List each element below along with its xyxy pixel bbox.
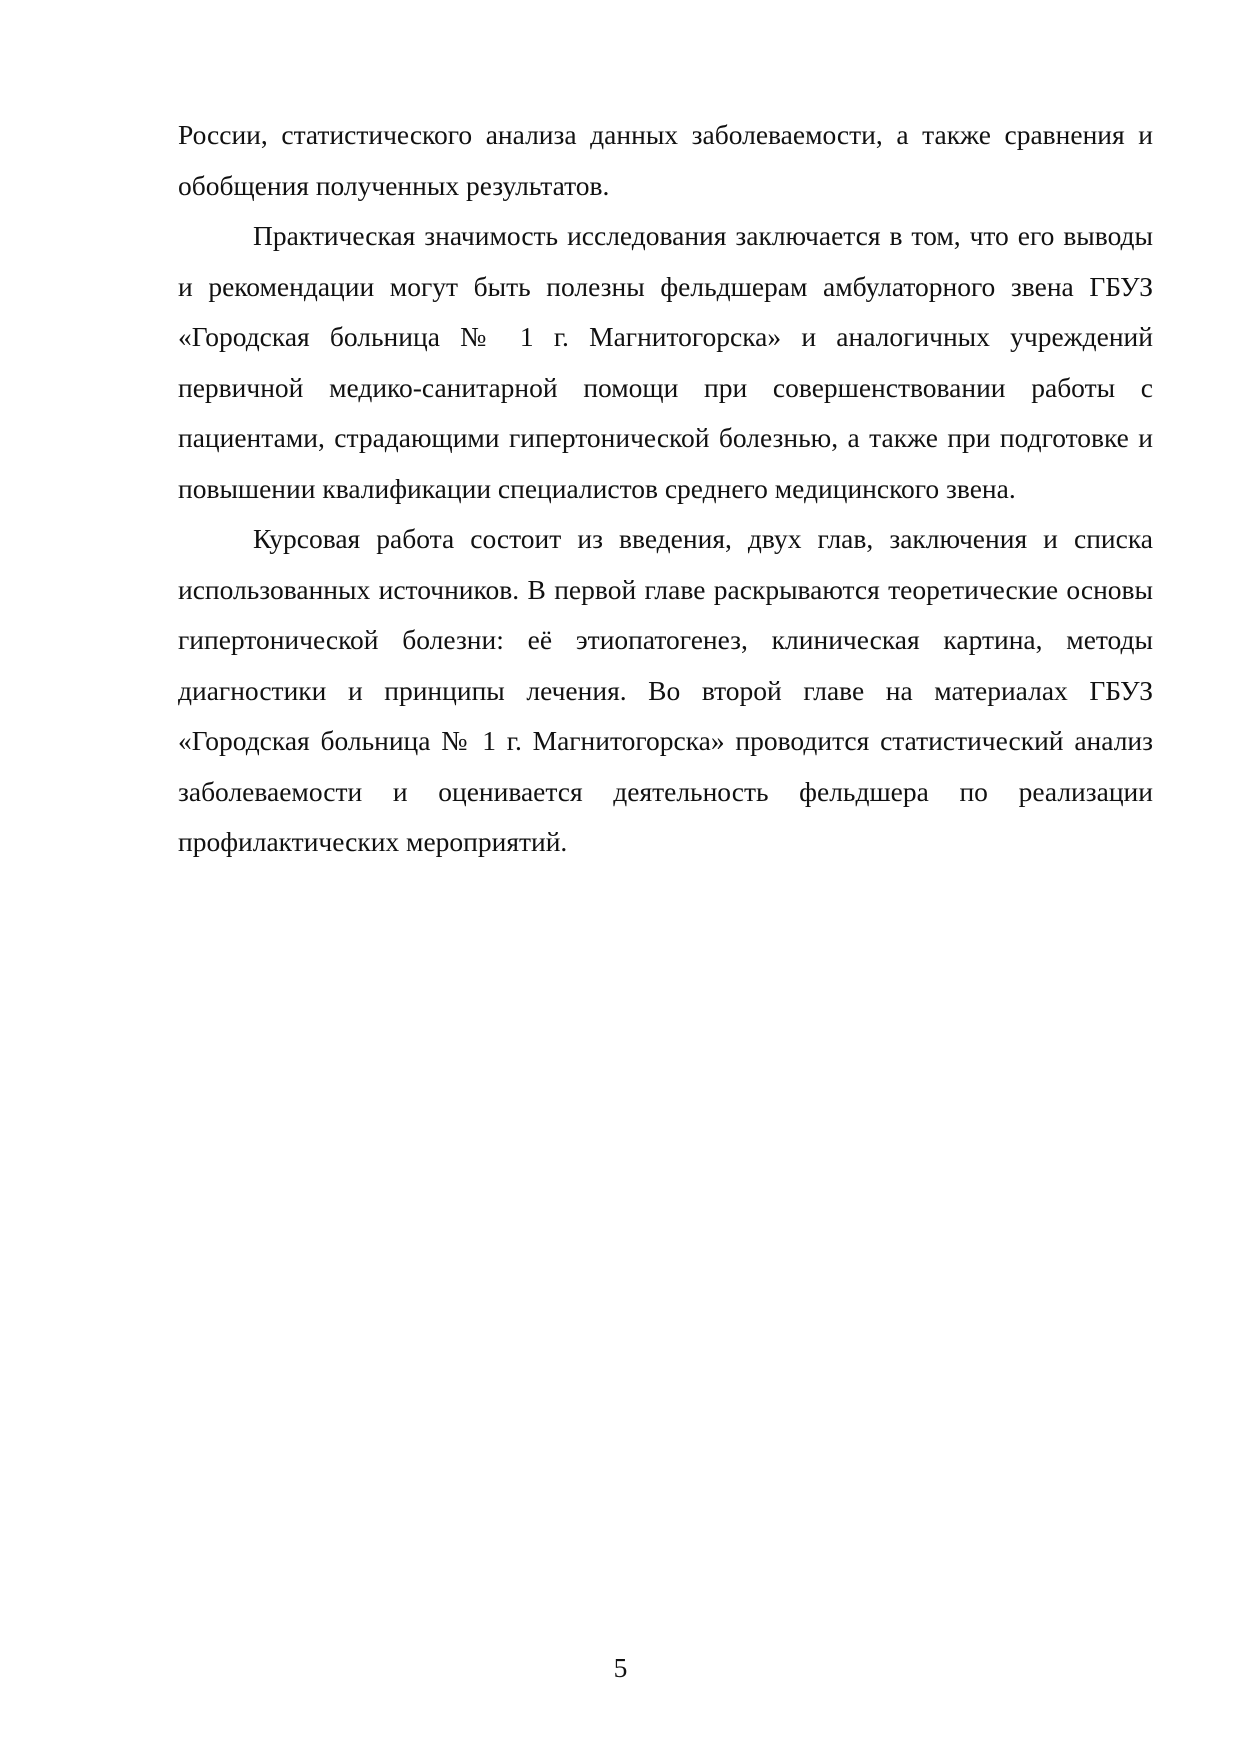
page-number: 5 bbox=[613, 1652, 628, 1683]
paragraph-continuation: России, статистического анализа данных заболеваемости, а также сравнения и обобщения полученных результатов. bbox=[178, 119, 1153, 201]
paragraph-structure: Курсовая работа состоит из введения, двух глав, заключения и списка использованных источников. В первой главе раскрываются теоретические основы гипертонической болезни: её этиопатогенез, клиническая картина, методы диагностики и принципы лечения. Во второй главе на материалах ГБУЗ «Городская больница № 1 г. Магнитогорска» проводится статистический анализ заболеваемости и оценивается деятельность фельдшера по реализации профилактических мероприятий. bbox=[178, 523, 1153, 857]
document-body bbox=[178, 110, 1153, 868]
paragraph-practical-significance: Практическая значимость исследования заключается в том, что его выводы и рекомендации могут быть полезны фельдшерам амбулаторного звена ГБУЗ «Городская больница № 1 г. Магнитогорска» и аналогичных учреждений первичной медико-санитарной помощи при совершенствовании работы с пациентами, страдающими гипертонической болезнью, а также при подготовке и повышении квалификации специалистов среднего медицинского звена. bbox=[178, 220, 1153, 504]
